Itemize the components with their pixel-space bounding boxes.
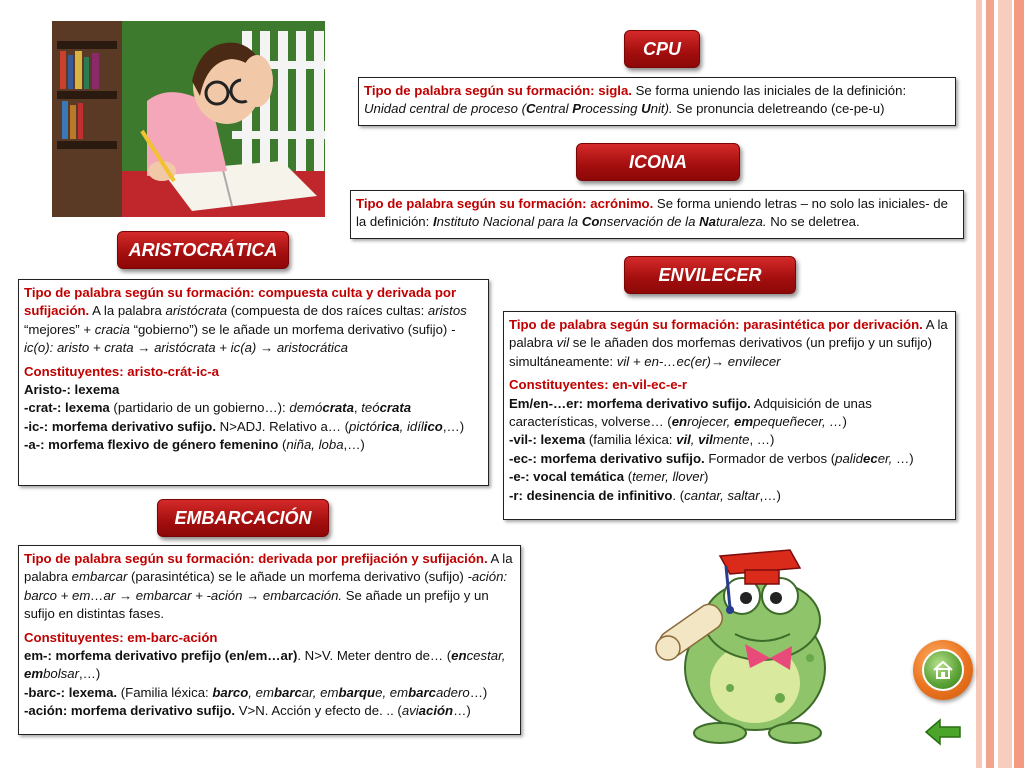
heading-cpu-label: CPU: [642, 38, 681, 59]
envilecer-l4: [509, 468, 950, 486]
icona-definition-box: [350, 190, 964, 239]
icona-def-na: Na: [699, 214, 716, 230]
heading-embarcacion: [157, 499, 329, 537]
embarcacion-l1-bi2: em: [24, 666, 44, 682]
aristocratica-t3: “mejores” +: [24, 321, 95, 337]
embarcacion-l2-b: -barc-: lexema.: [24, 684, 118, 700]
envilecer-l1: [509, 395, 950, 432]
envilecer-l2-bi2: vil: [698, 432, 713, 448]
aristocratica-l3-i2: idíl: [406, 418, 424, 434]
heading-aristocratica-label: ARISTOCRÁTICA: [128, 239, 278, 260]
aristocratica-l2-b: -crat-: lexema: [24, 400, 110, 416]
back-arrow-icon: [924, 717, 962, 747]
aristocratica-l4-b: -a-: morfema flexivo de género femenino: [24, 437, 279, 453]
embarcacion-type: Tipo de palabra según su formación: derivada por prefijación y sufijación.: [24, 551, 488, 566]
embarcacion-l3-bi1: ación: [418, 703, 454, 719]
aristocratica-l2-t: (partidario de un gobierno…):: [109, 400, 290, 416]
aristocratica-t1: A la palabra: [89, 303, 166, 319]
embarcacion-l2-i4: e: [375, 684, 383, 700]
aristocratica-l2-bi1: crata: [322, 400, 354, 416]
aristocratica-type: Tipo de palabra según su formación: compuesta culta y derivada por sufijación.: [24, 285, 457, 319]
embarcacion-w2: -ación: barco + em…ar → embarcar + -ación → embarcación.: [24, 569, 508, 603]
envilecer-l3: [509, 450, 950, 468]
embarcacion-l2-bi3: barqu: [338, 684, 376, 700]
aristocratica-l2-bi2: crata: [379, 400, 412, 416]
envilecer-l4-i1: temer, llover: [632, 469, 704, 485]
envilecer-constituyentes: Constituyentes: en-vil-ec-e-r: [509, 377, 688, 393]
back-button[interactable]: [924, 717, 962, 747]
aristocratica-w1: aristócrata: [165, 303, 228, 319]
embarcacion-l2-i3: em: [320, 684, 339, 700]
embarcacion-l1-bi1: en: [451, 648, 467, 664]
embarcacion-l2-bi2: barc: [273, 684, 302, 700]
envilecer-type: Tipo de palabra según su formación: parasintética por derivación.: [509, 317, 923, 332]
aristocratica-l3-bi2: ico: [423, 418, 443, 434]
embarcacion-l1-t: . N>V. Meter dentro de… (: [297, 648, 452, 664]
aristocratica-constituyentes: Constituyentes: aristo-crát-ic-a: [24, 363, 219, 379]
icona-text1: Se forma uniendo letras – no solo las iniciales- de la definición:: [356, 196, 948, 230]
aristocratica-l3: [24, 418, 483, 436]
envilecer-l2-sep: ,: [690, 432, 699, 448]
envilecer-l1-bi1: en: [671, 414, 688, 430]
embarcacion-l1-i1: cestar,: [466, 648, 506, 664]
icona-def-c: turaleza.: [715, 214, 767, 230]
envilecer-l5-t: . (: [672, 487, 685, 503]
embarcacion-l2-i5: em: [389, 684, 409, 700]
envilecer-l3-i1: palid: [835, 450, 864, 466]
embarcacion-l3-t: V>N. Acción y efecto de. .. (: [235, 703, 402, 719]
envilecer-l1-bi2: em: [734, 414, 754, 430]
cpu-def-a: Unidad central de proceso (: [364, 101, 527, 117]
aristocratica-l4-end: ,…): [343, 437, 365, 453]
aristocratica-l4-i1: niña, loba: [286, 437, 344, 453]
embarcacion-l3-i1: avi: [401, 703, 419, 719]
embarcacion-l2-bi4: barc: [408, 684, 436, 700]
envilecer-l1-i2: pequeñecer, …: [753, 414, 843, 430]
aristocratica-l3-end: ,…): [442, 418, 465, 434]
embarcacion-l2-sep2: ,: [312, 684, 321, 700]
embarcacion-l2-sep3: ,: [382, 684, 390, 700]
embarcacion-l3-end: …): [453, 703, 471, 719]
envilecer-l4-t: (: [624, 469, 633, 485]
aristocratica-w4: -ic(o): aristo + crata → aristócrata + ic(a) → aristocrática: [24, 321, 456, 356]
cpu-definition-box: [358, 77, 956, 126]
embarcacion-l2-end: …): [469, 684, 488, 700]
frog-graduate-illustration: [650, 548, 850, 748]
aristocratica-l4: [24, 436, 483, 454]
envilecer-l3-bi1: ec: [863, 450, 878, 466]
embarcacion-l3: [24, 702, 515, 720]
envilecer-l2-t: (familia léxica:: [585, 432, 677, 448]
icona-def-co: Co: [581, 214, 600, 230]
cpu-def-c2: rocessing: [581, 101, 642, 117]
cpu-text2: Se pronuncia deletreando (ce-pe-u): [672, 101, 885, 117]
envilecer-l2-i2: mente: [712, 432, 750, 448]
envilecer-l2-bi1: vil: [676, 432, 691, 448]
embarcacion-l2-t: (Familia léxica:: [117, 684, 213, 700]
aristocratica-l4-t: (: [278, 437, 287, 453]
cpu-def-d: nit).: [650, 101, 673, 117]
home-icon: [922, 649, 964, 691]
embarcacion-l2-i2: ar: [301, 684, 313, 700]
aristocratica-definition-box: [18, 279, 489, 486]
envilecer-definition-box: [503, 311, 956, 520]
embarcacion-l1-b: em-: morfema derivativo prefijo (en/em…ar): [24, 648, 298, 664]
aristocratica-l3-b: -ic-: morfema derivativo sufijo.: [24, 418, 216, 434]
aristocratica-t4: “gobierno”) se le añade un morfema derivativo (sufijo): [129, 321, 451, 337]
envilecer-l1-end: ): [842, 414, 847, 430]
embarcacion-t2: (parasintética) se le añade un morfema derivativo (sufijo): [127, 569, 468, 585]
embarcacion-l3-b: -ación: morfema derivativo sufijo.: [24, 703, 236, 719]
embarcacion-l2-i1: em: [255, 684, 274, 700]
heading-cpu: [624, 30, 700, 68]
envilecer-l3-i2: er,: [877, 450, 893, 466]
envilecer-l5-i1: cantar, saltar: [684, 487, 760, 503]
icona-type: Tipo de palabra según su formación: acrónimo.: [356, 196, 654, 211]
heading-icona-label: ICONA: [629, 151, 687, 172]
aristocratica-l2-i1: demó: [289, 400, 323, 416]
aristocratica-l2-sep: ,: [353, 400, 362, 416]
envilecer-l3-b: -ec-: morfema derivativo sufijo.: [509, 450, 705, 466]
embarcacion-l2-sep1: ,: [248, 684, 256, 700]
icona-def-b: nservación de la: [599, 214, 700, 230]
aristocratica-l3-i1: pictór: [349, 418, 382, 434]
embarcacion-constituyentes: Constituyentes: em-barc-ación: [24, 629, 218, 645]
icona-def-i: I: [432, 214, 437, 230]
envilecer-w2: vil + en-…ec(er)→ envilecer: [616, 353, 781, 369]
heading-envilecer-label: ENVILECER: [658, 264, 762, 285]
embarcacion-definition-box: [18, 545, 521, 735]
envilecer-l2-end: , …): [749, 432, 775, 448]
envilecer-w1: vil: [556, 335, 570, 351]
embarcacion-l2-bi1: barco: [212, 684, 249, 700]
embarcacion-l1: [24, 647, 515, 684]
embarcacion-t3: Se añade un prefijo y un sufijo en distintas fases.: [24, 587, 489, 622]
envilecer-l5-b: -r: desinencia de infinitivo: [509, 487, 673, 503]
cpu-def-u: U: [641, 101, 651, 117]
embarcacion-l1-end: ,…): [78, 666, 101, 682]
cpu-type: Tipo de palabra según su formación: sigla.: [364, 83, 632, 98]
aristocratica-l2-i2: teó: [361, 400, 380, 416]
envilecer-l3-end: …): [892, 450, 914, 466]
heading-icona: [576, 143, 740, 181]
home-button[interactable]: [913, 640, 973, 700]
envilecer-l5: [509, 487, 950, 505]
aristocratica-t2: (compuesta de dos raíces cultas:: [227, 303, 428, 319]
cpu-def-c: C: [526, 101, 536, 117]
embarcacion-l2: [24, 684, 515, 702]
envilecer-l2-b: -vil-: lexema: [509, 432, 586, 448]
aristocratica-w3: cracia: [94, 321, 130, 337]
heading-envilecer: [624, 256, 796, 294]
envilecer-l1-b: Em/en-…er: morfema derivativo sufijo.: [509, 395, 751, 411]
icona-text2: No se deletrea.: [766, 214, 860, 230]
aristocratica-l3-bi1: ica: [381, 418, 400, 434]
student-photo: [52, 21, 325, 217]
decorative-stripes: [976, 0, 1024, 768]
cpu-text1: Se forma uniendo las iniciales de la definición:: [631, 83, 907, 98]
envilecer-t1: A la palabra: [509, 317, 948, 351]
embarcacion-l1-i2: bolsar: [43, 666, 79, 682]
aristocratica-l3-sep: ,: [399, 418, 407, 434]
envilecer-l1-i1: rojecer,: [687, 414, 734, 430]
envilecer-l4-end: ): [703, 469, 709, 485]
aristocratica-l2: [24, 399, 483, 417]
envilecer-l1-t: Adquisición de unas características, volverse… (: [509, 395, 872, 430]
heading-aristocratica: [117, 231, 289, 269]
envilecer-l3-t: Formador de verbos (: [704, 450, 836, 466]
icona-def-a: nstituto Nacional para la: [436, 214, 582, 230]
envilecer-l5-end: ,…): [759, 487, 781, 503]
envilecer-l2: [509, 431, 950, 449]
embarcacion-t1: A la palabra: [24, 551, 513, 585]
embarcacion-w1: embarcar: [71, 569, 128, 585]
cpu-def-b: entral: [535, 101, 573, 117]
aristocratica-l1: Aristo-: lexema: [24, 382, 120, 398]
aristocratica-w2: aristos: [427, 303, 467, 319]
envilecer-l4-b: -e-: vocal temática: [509, 469, 625, 485]
aristocratica-l3-t: N>ADJ. Relativo a… (: [216, 418, 350, 434]
envilecer-t2: se le añaden dos morfemas derivativos (un prefijo y un sufijo) simultáneamente:: [509, 335, 932, 369]
embarcacion-l2-i6: adero: [435, 684, 470, 700]
heading-embarcacion-label: EMBARCACIÓN: [174, 507, 312, 528]
cpu-def-p: P: [572, 101, 581, 117]
